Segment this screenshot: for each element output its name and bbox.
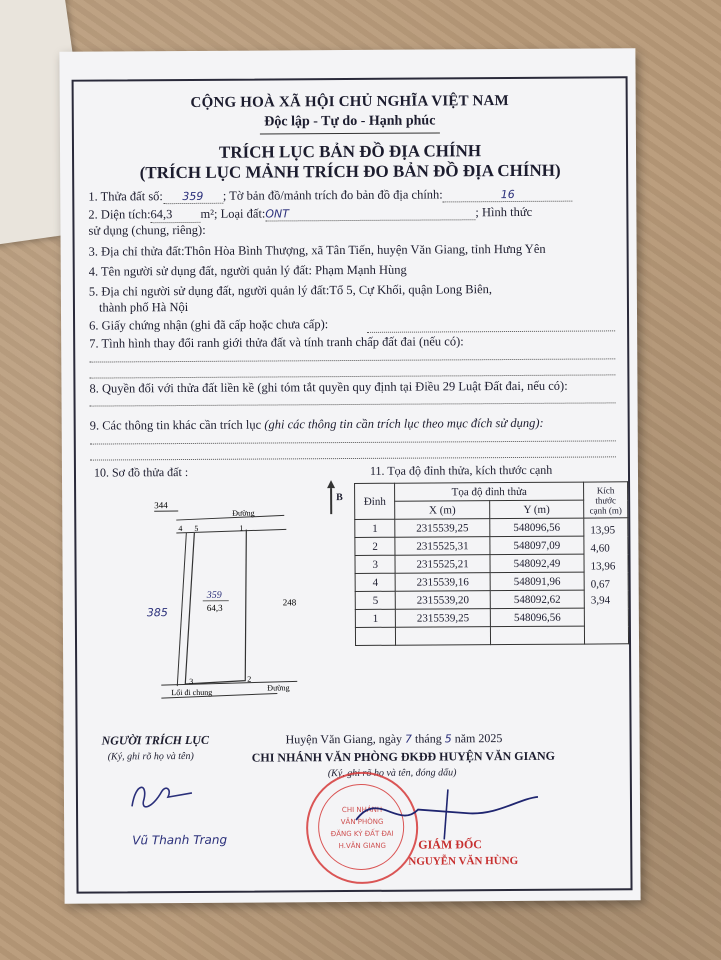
- document-page: [59, 48, 640, 904]
- cell-y: 548092,49: [490, 554, 584, 573]
- item-8-blank: [90, 402, 616, 406]
- stamp-line-4: H.VĂN GIANG: [338, 841, 386, 851]
- cell-vertex: 4: [355, 573, 395, 591]
- area-value: 64,3: [150, 207, 200, 223]
- north-label: B: [336, 492, 343, 504]
- item-7-blank: [89, 358, 615, 362]
- cell-vertex: 3: [355, 555, 395, 573]
- parcel-area-label: 64,3: [206, 602, 223, 613]
- cell-x: 2315539,25: [396, 609, 491, 628]
- road-top-line-2: [176, 529, 286, 533]
- item-9-blank-2: [90, 456, 616, 460]
- col-y: Y (m): [490, 500, 584, 519]
- map-sheet-value: 16: [443, 188, 573, 203]
- parcel-number-value: 359: [163, 190, 223, 204]
- stamp-line-1: CHI NHÁNH: [341, 805, 383, 815]
- cell-x: 2315525,21: [395, 555, 490, 574]
- cell-x: 2315539,25: [395, 519, 490, 538]
- edge-2-3: 4,60: [590, 542, 610, 555]
- cell-empty: [490, 626, 584, 645]
- country-heading: CỘNG HOÀ XÃ HỘI CHỦ NGHĨA VIỆT NAM: [190, 93, 509, 111]
- edge-5-1: 3,94: [590, 594, 611, 607]
- motto: Độc lập - Tự do - Hạnh phúc: [264, 113, 436, 130]
- issue-date: [286, 731, 503, 747]
- vertex-4-label: 4: [178, 524, 183, 534]
- parcel-344-label: 344: [154, 500, 168, 511]
- cell-x: 2315539,16: [395, 573, 490, 592]
- north-arrow-icon: [326, 480, 335, 514]
- extractor-note: (Ký, ghi rõ họ và tên): [107, 750, 194, 763]
- item-9-blank: [90, 440, 616, 444]
- cell-vertex: 1: [355, 609, 395, 627]
- alley-label: Lối đi chung: [171, 687, 213, 698]
- item-5-continued: thành phố Hà Nội: [98, 299, 189, 315]
- parcel-385-label: 385: [146, 606, 168, 620]
- date-year: năm 2025: [454, 731, 503, 746]
- item-4: 4. Tên người sử dụng đất, người quản lý đất: Phạm Mạnh Hùng: [88, 262, 407, 279]
- director-title: GIÁM ĐỐC: [418, 837, 482, 852]
- stamp-line-2: VĂN PHÒNG: [340, 817, 384, 827]
- cell-vertex: 1: [355, 519, 395, 537]
- item-1-label: 1. Thửa đất số:: [88, 189, 163, 204]
- document-subtitle: (TRÍCH LỤC MẢNH TRÍCH ĐO BẢN ĐỒ ĐỊA CHÍNH): [139, 160, 561, 183]
- vertex-2-label: 2: [247, 674, 252, 684]
- extractor-signature: [122, 771, 202, 821]
- item-2-continued: [88, 223, 205, 239]
- item-6-blank: [367, 330, 615, 333]
- cell-empty: [396, 627, 491, 646]
- extractor-title: NGƯỜI TRÍCH LỤC: [101, 732, 209, 748]
- extractor-name: Vũ Thanh Trang: [132, 832, 228, 848]
- table-row: [355, 518, 628, 538]
- cell-x: 2315525,31: [395, 537, 490, 556]
- item-5: 5. Địa chỉ người sử dụng đất, người quản lý đất:Tổ 5, Cự Khối, quận Long Biên,: [88, 282, 493, 299]
- vertex-3-label: 3: [189, 676, 194, 686]
- motto-underline: [260, 132, 440, 134]
- office-note: (Ký, ghi rõ họ và tên, đóng dấu): [327, 767, 457, 780]
- edge-4-5: 0,67: [590, 578, 610, 591]
- item-6: 6. Giấy chứng nhận (ghi đã cấp hoặc chưa cấp):: [89, 317, 329, 333]
- col-x: X (m): [395, 501, 490, 520]
- date-month-label: tháng: [414, 731, 442, 746]
- item-1: [88, 187, 573, 205]
- parcel-sketch: [136, 485, 337, 706]
- edge-length-cell: [584, 518, 629, 644]
- date-month: 5: [444, 732, 452, 746]
- col-edge-length: Kích thước cạnh (m): [584, 482, 628, 518]
- date-day: 7: [404, 732, 413, 746]
- land-type-value: ONT: [265, 206, 475, 221]
- coords-heading: 11. Tọa độ đỉnh thửa, kích thước cạnh: [369, 462, 553, 478]
- date-prefix: Huyện Văn Giang, ngày: [285, 731, 403, 747]
- cell-y: 548091,96: [490, 572, 584, 591]
- item-9-label: 9. Các thông tin khác cần trích lục: [89, 417, 262, 433]
- vertex-5-label: 5: [194, 523, 199, 533]
- coordinates-table: [354, 481, 629, 646]
- item-2: [88, 205, 532, 224]
- edge-3-4: 13,96: [590, 560, 616, 573]
- road-bottom-label: Đường: [267, 683, 290, 693]
- item-9-note: (ghi các thông tin cần trích lục theo mục đích sử dụng):: [264, 415, 544, 432]
- stamp-line-3: ĐĂNG KÝ ĐẤT ĐAI: [330, 829, 394, 839]
- document-title: TRÍCH LỤC BẢN ĐỒ ĐỊA CHÍNH: [218, 141, 482, 162]
- cell-vertex: 5: [355, 591, 395, 609]
- item-7: 7. Tình hình thay đổi ranh giới thửa đất và tính tranh chấp đất đai (nếu có):: [89, 334, 464, 351]
- cell-y: 548096,56: [490, 608, 584, 627]
- parcel-248-label: 248: [282, 597, 297, 608]
- vertex-1-label: 1: [239, 523, 244, 533]
- neighbor-boundary: [176, 533, 187, 686]
- cell-vertex: 2: [355, 537, 395, 555]
- cell-y: 548097,09: [490, 536, 584, 555]
- sketch-heading: 10. Sơ đồ thửa đất :: [93, 464, 189, 480]
- item-8: 8. Quyền đối với thửa đất liền kề (ghi tóm tắt quyền quy định tại Điều 29 Luật Đất đai, nếu có):: [89, 378, 568, 396]
- col-coords-group: Tọa độ đỉnh thửa: [395, 482, 584, 501]
- item-3: 3. Địa chỉ thửa đất:Thôn Hòa Bình Thượng, xã Tân Tiến, huyện Văn Giang, tỉnh Hưng Yên: [88, 241, 546, 259]
- table-header-row: [355, 482, 628, 502]
- land-type-label: m²; Loại đất:: [200, 206, 266, 221]
- issuing-office: CHI NHÁNH VĂN PHÒNG ĐKĐĐ HUYỆN VĂN GIANG: [251, 748, 555, 765]
- edge-1-2: 13,95: [590, 524, 616, 537]
- col-vertex: Đỉnh: [355, 483, 396, 519]
- parcel-number-label: 359: [206, 589, 222, 601]
- document-frame: [72, 76, 633, 893]
- cell-empty: [355, 627, 395, 645]
- item-2-label: 2. Diện tích:: [88, 207, 151, 222]
- usage-form-label: ; Hình thức: [475, 204, 533, 220]
- cell-x: 2315539,20: [396, 591, 491, 610]
- road-top-line: [176, 515, 284, 520]
- cell-y: 548096,56: [490, 518, 584, 537]
- usage-form-label-cont: sử dụng (chung, riêng):: [88, 222, 206, 238]
- item-9: [90, 416, 544, 434]
- director-name: NGUYỄN VĂN HÙNG: [408, 854, 519, 868]
- road-top-label: Đường: [232, 508, 255, 518]
- item-1-sheet-label: ; Tờ bản đồ/mảnh trích đo bản đồ địa chính:: [222, 187, 443, 203]
- cell-y: 548092,62: [490, 590, 584, 609]
